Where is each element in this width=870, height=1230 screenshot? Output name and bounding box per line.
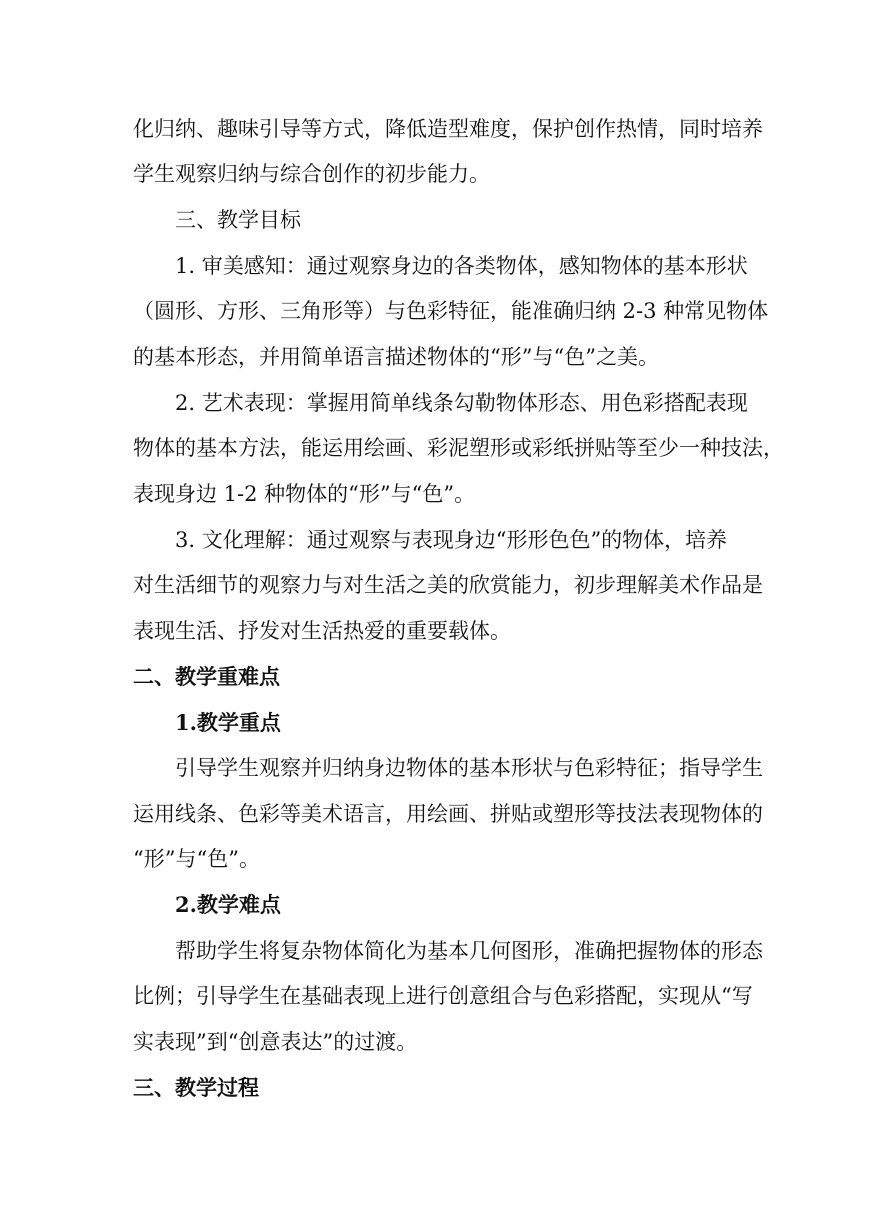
paragraph-line: 学生观察归纳与综合创作的初步能力。 xyxy=(133,162,490,186)
paragraph-line: “形”与“色”。 xyxy=(133,847,260,871)
paragraph-line: 实表现”到“创意表达”的过渡。 xyxy=(133,1030,418,1054)
paragraph-line: 的基本形态，并用简单语言描述物体的“形”与“色”之美。 xyxy=(133,345,659,369)
subsection-heading: 1.教学重点 xyxy=(175,710,281,735)
paragraph-line: 化归纳、趣味引导等方式，降低造型难度，保护创作热情，同时培养 xyxy=(133,117,763,141)
paragraph-line: 表现身边 1-2 种物体的“形”与“色”。 xyxy=(133,482,476,506)
paragraph-line: 2. 艺术表现：掌握用简单线条勾勒物体形态、用色彩搭配表现 xyxy=(175,391,748,415)
paragraph-line: 比例；引导学生在基础表现上进行创意组合与色彩搭配，实现从“写 xyxy=(133,984,753,1008)
subsection-heading: 2.教学难点 xyxy=(175,892,281,917)
paragraph-line: （圆形、方形、三角形等）与色彩特征，能准确归纳 2-3 种常见物体 xyxy=(133,299,769,323)
paragraph-line: 1. 审美感知：通过观察身边的各类物体，感知物体的基本形状 xyxy=(175,254,748,278)
paragraph-line: 对生活细节的观察力与对生活之美的欣赏能力，初步理解美术作品是 xyxy=(133,573,763,597)
paragraph-line: 运用线条、色彩等美术语言，用绘画、拼贴或塑形等技法表现物体的 xyxy=(133,802,763,826)
section-heading: 三、教学过程 xyxy=(133,1075,259,1100)
paragraph-line: 帮助学生将复杂物体简化为基本几何图形，准确把握物体的形态 xyxy=(175,939,763,963)
section-heading: 二、教学重难点 xyxy=(133,664,280,689)
section-heading: 三、教学目标 xyxy=(175,208,301,232)
paragraph-line: 3. 文化理解：通过观察与表现身边“形形色色”的物体，培养 xyxy=(175,528,728,552)
paragraph-line: 引导学生观察并归纳身边物体的基本形状与色彩特征；指导学生 xyxy=(175,756,763,780)
paragraph-line: 物体的基本方法，能运用绘画、彩泥塑形或彩纸拼贴等至少一种技法， xyxy=(133,436,784,460)
paragraph-line: 表现生活、抒发对生活热爱的重要载体。 xyxy=(133,619,511,643)
